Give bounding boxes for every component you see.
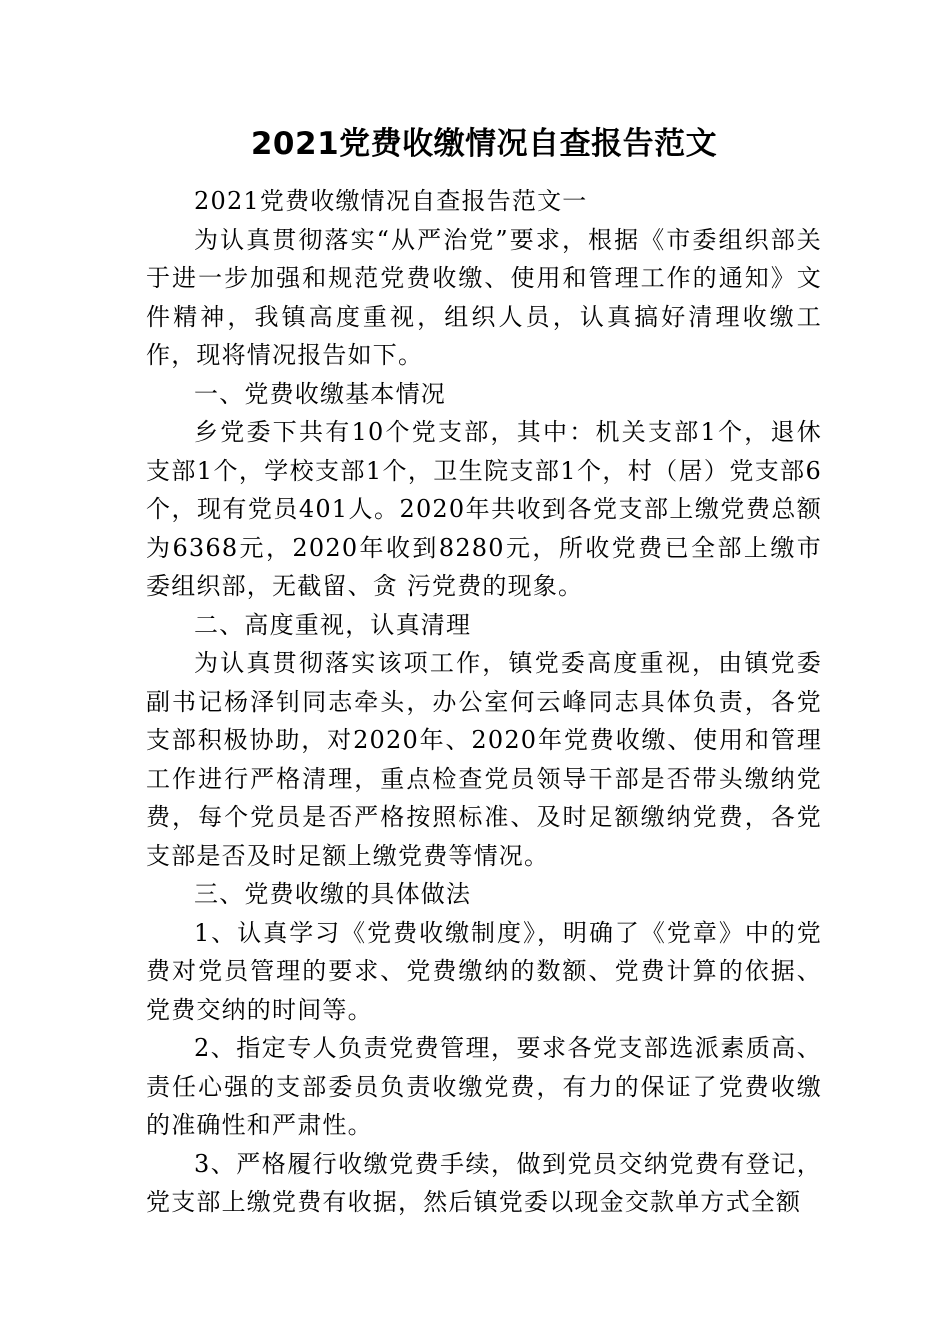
section-heading-3: 三、党费收缴的具体做法: [194, 880, 472, 908]
section-heading-2: 二、高度重视，认真清理: [194, 610, 472, 639]
document-title: 2021党费收缴情况自查报告范文: [250, 126, 718, 162]
document-body: [146, 182, 822, 1222]
paragraph-cleanup: 为认真贯彻落实该项工作，镇党委高度重视，由镇党委副书记杨泽钊同志牵头，办公室何云峰同志具体负责，各党支部积极协助，对2020年、2020年党费收缴、使用和管理工作进行严格清理，重点检查党员领导干部是否带头缴纳党费，每个党员是否严格按照标准、及时足额缴纳党费，各党支部是否及时足额上缴党费等情况。: [146, 649, 822, 870]
paragraph-basic-situation: 乡党委下共有10个党支部，其中：机关支部1个，退休支部1个，学校支部1个，卫生院支部1个，村（居）党支部6个，现有党员401人。2020年共收到各党支部上缴党费总额为6368元，2020年收到8280元，所收党费已全部上缴市委组织部，无截留、贪 污党费的现象。: [146, 418, 822, 600]
paragraph-item-3: 3、严格履行收缴党费手续，做到党员交纳党费有登记，党支部上缴党费有收据，然后镇党委以现金交款单方式全额: [146, 1149, 822, 1216]
paragraph-subtitle: 2021党费收缴情况自查报告范文一: [194, 187, 588, 215]
paragraph-intro: 为认真贯彻落实“从严治党”要求，根据《市委组织部关于进一步加强和规范党费收缴、使用和管理工作的通知》文件精神，我镇高度重视，组织人员，认真搞好清理收缴工作，现将情况报告如下。: [146, 225, 822, 369]
section-heading-1: 一、党费收缴基本情况: [194, 379, 446, 408]
paragraph-item-1: 1、认真学习《党费收缴制度》，明确了《党章》中的党费对党员管理的要求、党费缴纳的数额、党费计算的依据、党费交纳的时间等。: [146, 918, 822, 1024]
paragraph-item-2: 2、指定专人负责党费管理，要求各党支部选派素质高、责任心强的支部委员负责收缴党费，有力的保证了党费收缴的准确性和严肃性。: [146, 1034, 822, 1139]
